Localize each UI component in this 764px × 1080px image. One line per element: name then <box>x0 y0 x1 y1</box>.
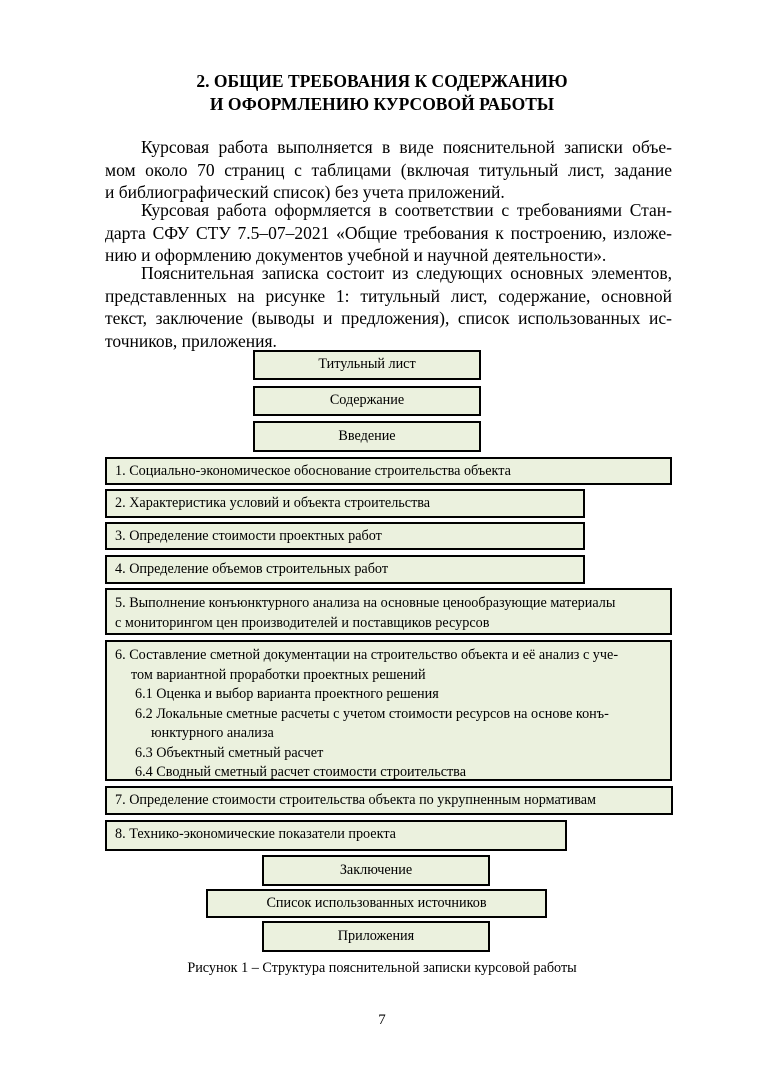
section-heading-line-2: И ОФОРМЛЕНИЮ КУРСОВОЙ РАБОТЫ <box>209 94 555 114</box>
box-conclusion: Заключение <box>262 855 490 886</box>
paragraph-2-line: нию и оформлению документов учебной и научной деятельности». <box>105 245 607 265</box>
paragraph-3-line: Пояснительная записка состоит из следующих основных элементов, <box>141 263 672 283</box>
paragraph-3-line: точников, приложения. <box>105 330 277 351</box>
section-heading-line-1: 2. ОБЩИЕ ТРЕБОВАНИЯ К СОДЕРЖАНИЮ <box>196 71 568 91</box>
box-section-8: 8. Технико-экономические показатели проекта <box>105 820 567 851</box>
paragraph-1-line: мом около 70 страниц с таблицами (включая титульный лист, задание <box>105 159 672 180</box>
box-section-6-2: 6.2 Локальные сметные расчеты с учетом стоимости ресурсов на основе конъ- <box>135 705 609 722</box>
box-section-2: 2. Характеристика условий и объекта строительства <box>105 489 585 518</box>
paragraph-2-line: дарта СФУ СТУ 7.5–07–2021 «Общие требования к построению, изложе- <box>105 222 672 243</box>
box-section-7: 7. Определение стоимости строительства объекта по укрупненным нормативам <box>105 786 673 815</box>
box-section-5-line: 5. Выполнение конъюнктурного анализа на основные ценообразующие материалы <box>115 595 616 611</box>
box-section-4: 4. Определение объемов строительных работ <box>105 555 585 584</box>
box-sources: Список использованных источников <box>206 889 547 918</box>
box-introduction: Введение <box>253 421 481 452</box>
box-section-6-3: 6.3 Объектный сметный расчет <box>135 744 324 761</box>
box-section-5-line: с мониторингом цен производителей и поставщиков ресурсов <box>115 614 490 631</box>
box-title-page: Титульный лист <box>253 350 481 380</box>
page-number: 7 <box>378 1012 386 1028</box>
paragraph-2 <box>105 199 672 267</box>
box-section-5 <box>105 588 672 635</box>
paragraph-1-line: Курсовая работа выполняется в виде пояснительной записки объе- <box>141 137 672 157</box>
box-section-3: 3. Определение стоимости проектных работ <box>105 522 585 550</box>
box-section-6 <box>105 640 672 781</box>
box-section-6-1: 6.1 Оценка и выбор варианта проектного решения <box>135 686 439 702</box>
box-section-6-2-cont: юнктурного анализа <box>151 725 274 741</box>
box-section-6-line: том вариантной проработки проектных решений <box>131 666 426 683</box>
box-appendices: Приложения <box>262 921 490 952</box>
paragraph-3-line: текст, заключение (выводы и предложения), список использованных ис- <box>105 308 672 328</box>
paragraph-2-line: Курсовая работа оформляется в соответствии с требованиями Стан- <box>141 200 672 220</box>
paragraph-3 <box>105 262 672 352</box>
box-section-1: 1. Социально-экономическое обоснование строительства объекта <box>105 457 672 485</box>
paragraph-1-line: и библиографический список) без учета приложений. <box>105 182 505 202</box>
box-section-6-line: 6. Составление сметной документации на строительство объекта и её анализ с уче- <box>115 647 619 663</box>
paragraph-1 <box>105 136 672 204</box>
section-heading <box>0 70 764 116</box>
box-section-6-4: 6.4 Сводный сметный расчет стоимости строительства <box>135 764 466 780</box>
paragraph-3-line: представленных на рисунке 1: титульный лист, содержание, основной <box>105 285 672 306</box>
figure-caption: Рисунок 1 – Структура пояснительной записки курсовой работы <box>187 960 577 976</box>
box-contents: Содержание <box>253 386 481 416</box>
